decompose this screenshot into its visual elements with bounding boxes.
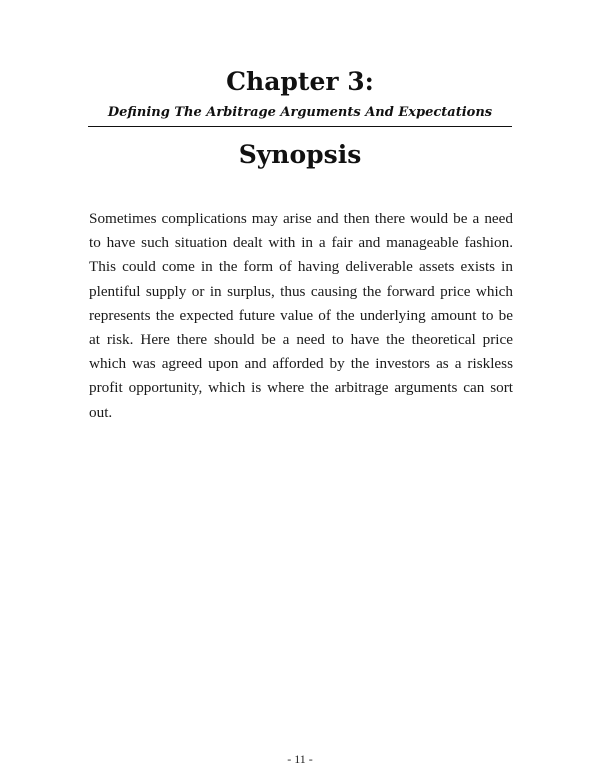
body-paragraph: Sometimes complications may arise and then there would be a need to have such situation dealt with in a fair and manageable fashion. This could come in the form of having deliverable assets exists in plentiful supply or in surplus, thus causing the forward price which represents the expected future value of the underlying amount to be at risk. Here there should be a need to have the theoretical price which was agreed upon and afforded by the investors as a riskless profit opportunity, which is where the arbitrage arguments can sort out.: [89, 210, 513, 421]
section-title: Synopsis: [238, 140, 362, 169]
title-divider: [88, 126, 512, 127]
chapter-title: Chapter 3:: [226, 67, 374, 96]
chapter-subtitle: Defining The Arbitrage Arguments And Expectations: [107, 105, 493, 120]
page-number: - 11 -: [287, 752, 313, 766]
